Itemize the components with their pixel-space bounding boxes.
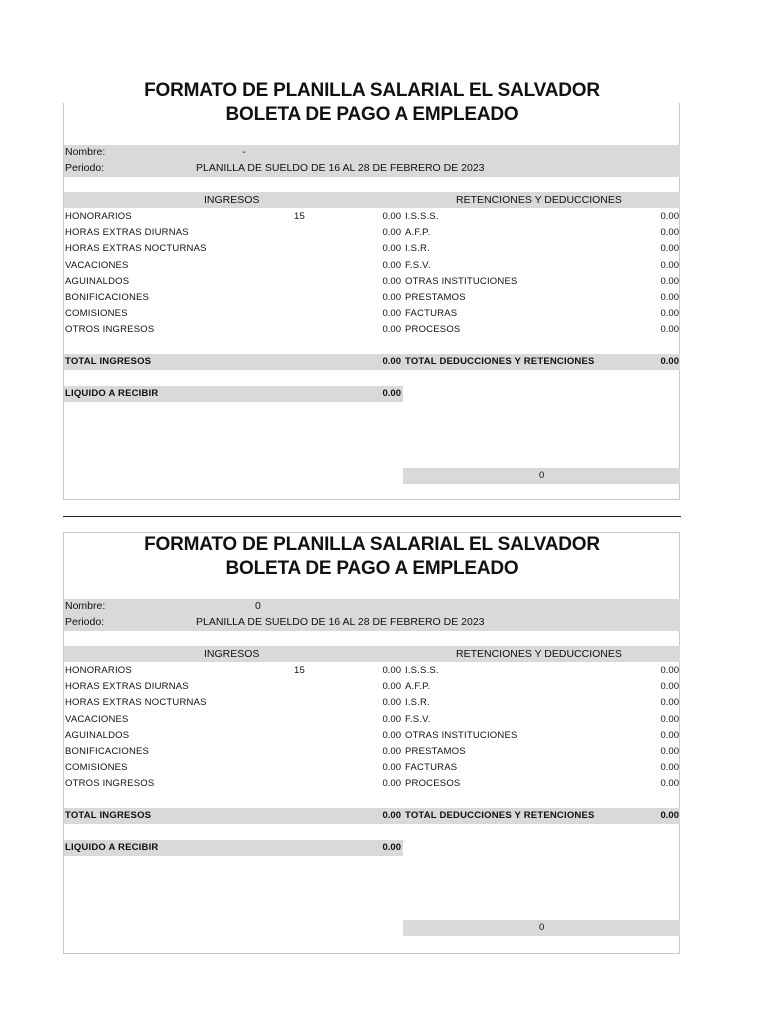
pay-slip-2 [63,454,681,964]
deduccion-label: I.S.S.S. [405,211,439,222]
ingreso-label: BONIFICACIONES [65,746,150,757]
deduccion-value: 0.00 [660,665,679,676]
ingreso-label: HORAS EXTRAS NOCTURNAS [65,697,207,708]
slip-title-line2: BOLETA DE PAGO A EMPLEADO [225,104,519,125]
ingreso-label: COMISIONES [65,308,128,319]
liquido-label: LIQUIDO A RECIBIR [65,842,159,853]
ingreso-value: 0.00 [382,730,401,741]
ingreso-value: 0.00 [382,681,401,692]
deduccion-label: F.S.V. [405,260,431,271]
ingreso-value: 0.00 [382,292,401,303]
deduccion-label: FACTURAS [405,762,458,773]
deduccion-value: 0.00 [660,308,679,319]
dias-value: 15 [294,211,305,222]
deduccion-value: 0.00 [660,778,679,789]
deduccion-label: FACTURAS [405,308,458,319]
periodo-label: Periodo: [65,162,105,174]
ingreso-label: BONIFICACIONES [65,292,150,303]
retenciones-header: RETENCIONES Y DEDUCCIONES [456,648,622,660]
ingreso-label: OTROS INGRESOS [65,778,155,789]
ingreso-value: 0.00 [382,243,401,254]
nombre-label: Nombre: [65,600,106,612]
deduccion-value: 0.00 [660,714,679,725]
ingresos-header: INGRESOS [204,194,260,206]
dias-value: 15 [294,665,305,676]
total-ingresos-value: 0.00 [382,356,401,367]
ingreso-value: 0.00 [382,746,401,757]
ingreso-label: AGUINALDOS [65,730,130,741]
firma-value: 0 [539,470,545,481]
total-deducciones-value: 0.00 [660,810,679,821]
ingreso-value: 0.00 [382,260,401,271]
slip-title-line1: FORMATO DE PLANILLA SALARIAL EL SALVADOR [144,534,600,555]
liquido-value: 0.00 [382,388,401,399]
ingreso-value: 0.00 [382,227,401,238]
deduccion-label: OTRAS INSTITUCIONES [405,276,518,287]
deduccion-label: A.F.P. [405,681,431,692]
deduccion-value: 0.00 [660,681,679,692]
ingreso-value: 0.00 [382,762,401,773]
nombre-value: 0 [255,600,261,612]
total-deducciones-label: TOTAL DEDUCCIONES Y RETENCIONES [405,356,595,367]
periodo-value: PLANILLA DE SUELDO DE 16 AL 28 DE FEBRERO DE 2023 [196,162,485,174]
ingreso-value: 0.00 [382,211,401,222]
ingreso-label: HORAS EXTRAS DIURNAS [65,681,189,692]
ingreso-label: HONORARIOS [65,211,132,222]
ingreso-value: 0.00 [382,714,401,725]
deduccion-label: PROCESOS [405,778,461,789]
ingreso-value: 0.00 [382,276,401,287]
ingreso-label: COMISIONES [65,762,128,773]
liquido-label: LIQUIDO A RECIBIR [65,388,159,399]
nombre-value: - [242,146,246,158]
deduccion-label: I.S.R. [405,697,430,708]
deduccion-value: 0.00 [660,730,679,741]
ingreso-value: 0.00 [382,308,401,319]
slip-title-line1: FORMATO DE PLANILLA SALARIAL EL SALVADOR [144,80,600,101]
deduccion-value: 0.00 [660,746,679,757]
deduccion-label: I.S.R. [405,243,430,254]
ingreso-label: HONORARIOS [65,665,132,676]
deduccion-label: PRESTAMOS [405,292,466,303]
pay-slip-1 [63,0,681,510]
deduccion-label: OTRAS INSTITUCIONES [405,730,518,741]
deduccion-value: 0.00 [660,697,679,708]
ingresos-header: INGRESOS [204,648,260,660]
deduccion-value: 0.00 [660,211,679,222]
ingreso-label: AGUINALDOS [65,276,130,287]
nombre-label: Nombre: [65,146,106,158]
deduccion-value: 0.00 [660,762,679,773]
liquido-value: 0.00 [382,842,401,853]
total-deducciones-value: 0.00 [660,356,679,367]
deduccion-value: 0.00 [660,276,679,287]
total-deducciones-label: TOTAL DEDUCCIONES Y RETENCIONES [405,810,595,821]
deduccion-label: PRESTAMOS [405,746,466,757]
ingreso-label: HORAS EXTRAS NOCTURNAS [65,243,207,254]
deduccion-value: 0.00 [660,324,679,335]
total-ingresos-label: TOTAL INGRESOS [65,356,152,367]
deduccion-value: 0.00 [660,243,679,254]
deduccion-label: I.S.S.S. [405,665,439,676]
ingreso-label: VACACIONES [65,260,129,271]
ingreso-value: 0.00 [382,778,401,789]
deduccion-value: 0.00 [660,292,679,303]
ingreso-label: HORAS EXTRAS DIURNAS [65,227,189,238]
deduccion-value: 0.00 [660,260,679,271]
firma-value: 0 [539,922,545,933]
retenciones-header: RETENCIONES Y DEDUCCIONES [456,194,622,206]
ingreso-value: 0.00 [382,697,401,708]
slip-frame [63,532,680,954]
total-ingresos-value: 0.00 [382,810,401,821]
slip-title-line2: BOLETA DE PAGO A EMPLEADO [225,558,519,579]
deduccion-value: 0.00 [660,227,679,238]
ingreso-value: 0.00 [382,665,401,676]
ingreso-label: VACACIONES [65,714,129,725]
ingreso-value: 0.00 [382,324,401,335]
ingreso-label: OTROS INGRESOS [65,324,155,335]
periodo-label: Periodo: [65,616,105,628]
deduccion-label: F.S.V. [405,714,431,725]
total-ingresos-label: TOTAL INGRESOS [65,810,152,821]
deduccion-label: PROCESOS [405,324,461,335]
deduccion-label: A.F.P. [405,227,431,238]
periodo-value: PLANILLA DE SUELDO DE 16 AL 28 DE FEBRERO DE 2023 [196,616,485,628]
